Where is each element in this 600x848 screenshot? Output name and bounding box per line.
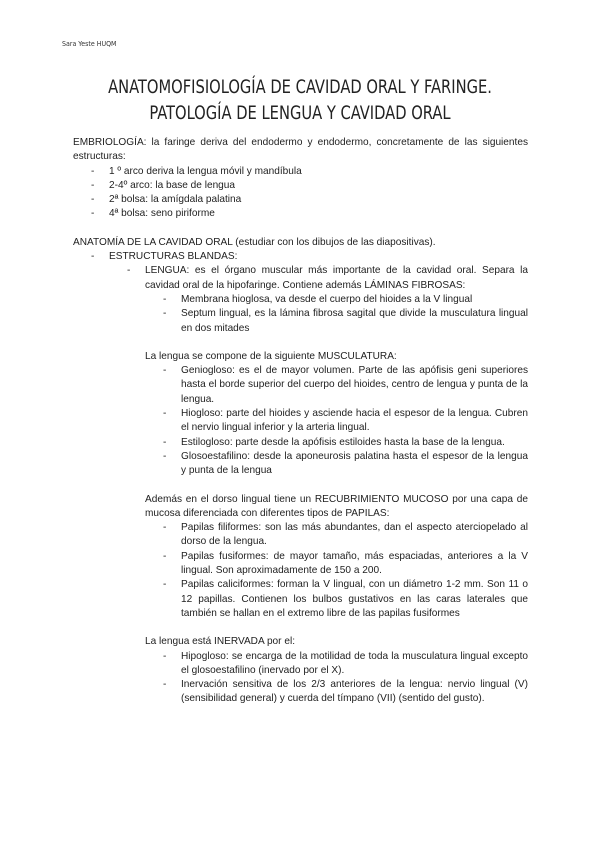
inervacion-section [73,635,528,706]
papilas-list [145,521,528,621]
list-item: - Membrana hioglosa, va desde el cuerpo del hioides a la V lingual [163,293,473,305]
document-title [76,74,523,126]
papilas-section [73,493,528,622]
musculatura-section [73,350,528,479]
list-item: - Hiogloso: parte del hioides y asciende hacia el espesor de la lengua. Cubren el nervio lingual inferior y la arteria lingual. [163,408,528,434]
list-item: - Glosoestafilino: desde la aponeurosis palatina hasta el espesor de la lengua y punta de la lengua [163,450,528,477]
list-item: - 2ª bolsa: la amígdala palatina [91,194,242,206]
list-item: - Hipogloso: se encarga de la motilidad de toda la musculatura lingual excepto el glosoestafilino (inervado por el X). [163,650,528,676]
list-item: - Papilas caliciformes: forman la V lingual, con un diámetro 1-2 mm. Son 11 o 12 papillas. Contienen los bulbos gustativos en las caras laterales que también se hallan en el extremo libre de las papilas fusiformes [163,579,528,619]
document-body [73,136,528,707]
list-item: - Inervación sensitiva de los 2/3 anteriores de la lengua: nervio lingual (V)(sensibilidad general) y cuerda del tímpano (VII) (sentido del gusto). [163,679,528,705]
list-item: - 1 º arco deriva la lengua móvil y mandíbula [91,165,302,177]
list-item: - 2-4º arco: la base de lengua [91,179,236,191]
musculatura-intro: La lengua se compone de la siguiente MUSCULATURA: [145,350,397,362]
inervacion-list [145,650,528,707]
anatomia-list [73,250,528,336]
embriologia-list [73,165,528,222]
list-item: - Geniogloso: es el de mayor volumen. Parte de las apófisis geni superiores hasta el borde superior del cuerpo del hioides, centro de lengua y punta de la lengua. [163,365,528,405]
anatomia-intro: ANATOMÍA DE LA CAVIDAD ORAL (estudiar con los dibujos de las diapositivas). [73,236,436,248]
title-line-2: PATOLOGÍA DE LENGUA Y CAVIDAD ORAL [149,102,451,124]
list-item: - ESTRUCTURAS BLANDAS: [91,251,238,263]
list-item: - 4ª bolsa: seno piriforme [91,208,215,220]
list-item: - Septum lingual, es la lámina fibrosa sagital que divide la musculatura lingual en dos mitades [163,308,528,334]
musculatura-list [145,364,528,478]
embriologia-intro: EMBRIOLOGÍA: la faringe deriva del endodermo y endodermo, concretamente de las siguientes estructuras: [73,137,528,163]
list-item: - Estilogloso: parte desde la apófisis estiloides hasta la base de la lengua. [163,436,505,448]
inervacion-intro: La lengua está INERVADA por el: [145,636,296,648]
list-item: - Papilas filiformes: son las más abundantes, dan el aspecto aterciopelado al dorso de la lengua. [163,522,528,548]
list-item: - Papilas fusiformes: de mayor tamaño, más espaciadas, anteriores a la V lingual. Son aproximadamente de 150 a 200. [163,550,528,577]
author-header: Sara Yeste HUQM [62,40,117,48]
title-line-1: ANATOMOFISIOLOGÍA DE CAVIDAD ORAL Y FARINGE. [108,76,492,98]
papilas-intro: Además en el dorso lingual tiene un RECUBRIMIENTO MUCOSO por una capa de mucosa diferenciada con diferentes tipos de PAPILAS: [145,493,528,519]
list-item: - LENGUA: es el órgano muscular más importante de la cavidad oral. Separa la cavidad oral de la hipofaringe. Contiene además LÁMINAS FIBROSAS: [127,265,528,291]
